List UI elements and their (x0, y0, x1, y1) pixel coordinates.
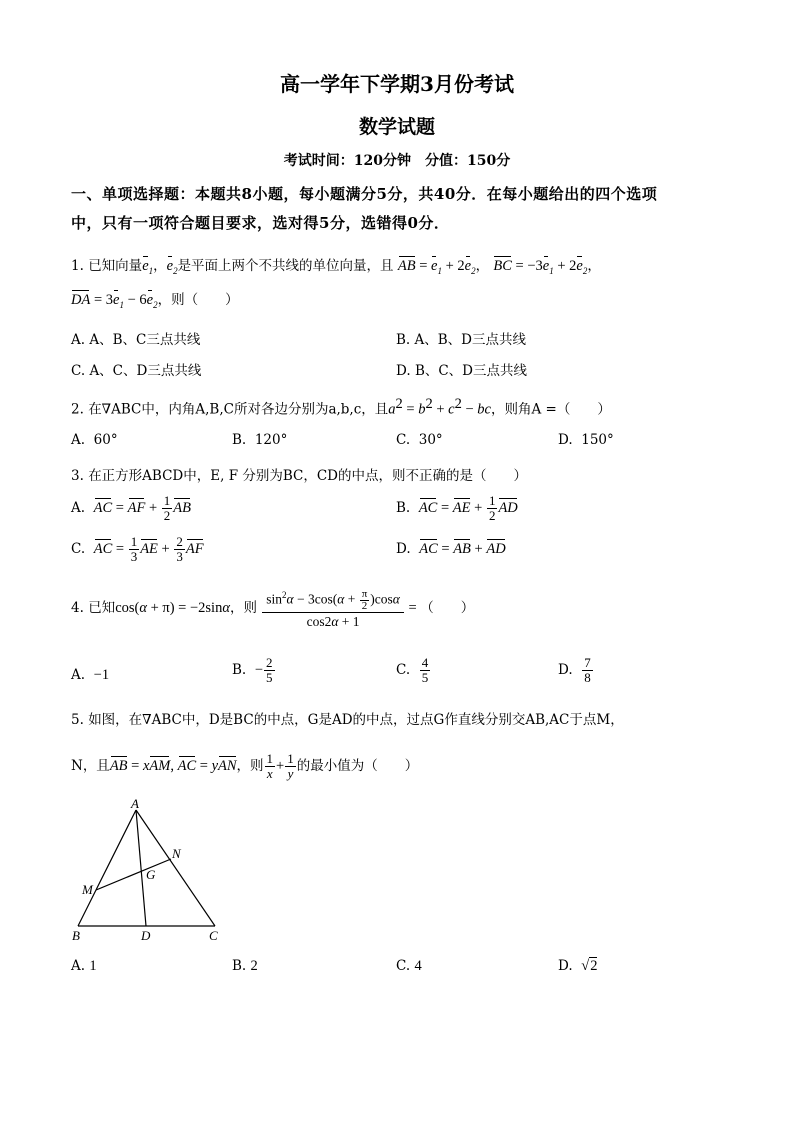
question-4-text-b: ，则 (229, 599, 257, 616)
q4-option-c[interactable]: C. $\frac{4}{5}$ (396, 655, 429, 685)
q2-option-c[interactable]: C. 30° (396, 432, 443, 448)
question-1-number: 1. (71, 258, 84, 274)
question-5-text-line2a: N，且 (71, 758, 110, 774)
label-c: C (209, 928, 218, 943)
question-4-number: 4. (71, 599, 84, 616)
question-1-text-a: 已知向量 (88, 258, 143, 274)
label-g: G (146, 867, 156, 882)
section-heading-line2: 中，只有一项符合题目要求，选对得5分，选错得0分． (71, 214, 450, 232)
question-5-line1 (71, 708, 624, 728)
label-d: D (141, 928, 151, 943)
q5-option-c[interactable]: C. 4 (396, 958, 422, 974)
exam-title: 高一学年下学期3月份考试 (280, 72, 514, 96)
exam-subject: 数学试题 (358, 116, 435, 138)
question-4-text-a: 已知 (88, 599, 116, 616)
question-2-number: 2. (71, 401, 84, 418)
q5-option-d[interactable]: D. √2 (558, 958, 598, 974)
question-5-text-line1: 如图，在∇ABC中，D是BC的中点，G是AD的中点，过点G作直线分别交AB,AC于点M， (88, 712, 624, 728)
question-4-text-c: （ ） (420, 599, 475, 616)
question-2-text-b: ，则角A =（ ） (490, 401, 611, 418)
label-a: A (131, 798, 139, 811)
q3-option-c[interactable]: C. AC = $\frac{1}{3}$ AE + $\frac{2}{3}$ AF (71, 534, 204, 564)
line-mn (96, 859, 171, 890)
median-ad (136, 810, 146, 926)
q2-option-d[interactable]: D. 150° (558, 432, 614, 448)
question-3-line (71, 464, 527, 484)
question-2-line: 2. 在∇ABC中，内角A,B,C所对各边分别为a,b,c，且$a^2 = b^2 + c^2$ − bc，则角A =（ ） (71, 396, 611, 418)
q5-option-b[interactable]: B. 2 (232, 958, 258, 974)
q3-option-b[interactable]: B. AC = AE + $\frac{1}{2}$ AD (396, 493, 518, 523)
q5-option-a[interactable]: A. 1 (71, 958, 97, 974)
q4-option-a[interactable]: A. −1 (71, 667, 110, 683)
triangle-figure (68, 798, 228, 946)
question-5-number: 5. (71, 712, 84, 728)
q1-option-d[interactable]: D. B、C、D三点共线 (396, 363, 528, 379)
question-5-line2: N，且AB = xAM, AC = yAN，则 $\frac{1}{x}$ + $\frac{1}{y}$ 的最小值为（ ） (71, 751, 419, 781)
q1-option-b[interactable]: B. A、B、D三点共线 (396, 332, 527, 348)
q2-option-b[interactable]: B. 120° (232, 432, 288, 448)
side-ab (78, 810, 136, 926)
q3-option-d[interactable]: D. AC = AB + AD (396, 541, 506, 557)
section-heading-line1: 一、单项选择题：本题共8小题，每小题满分5分，共40分．在每小题给出的四个选项 (71, 185, 658, 203)
exam-info: 考试时间：120分钟 分值：150分 (283, 153, 511, 169)
question-1-line2: DA = $3e_1 - 6e_2$，则（ ） (71, 292, 239, 310)
question-1-line1: 1. 已知向量$e_1$，$e_2$是平面上两个不共线的单位向量，且 AB = $e_1 + 2e_2$， BC = $-3e_1 + 2e_2$， (71, 258, 601, 276)
question-3-number: 3. (71, 468, 84, 484)
q4-option-b[interactable]: B. − $\frac{2}{5}$ (232, 655, 273, 685)
q3-option-a[interactable]: A. AC = AF + $\frac{1}{2}$ AB (71, 493, 191, 523)
question-1-text-b: 是平面上两个不共线的单位向量，且 (177, 258, 394, 274)
q1-option-a[interactable]: A. A、B、C三点共线 (71, 332, 201, 348)
label-b: B (72, 928, 80, 943)
q1-option-c[interactable]: C. A、C、D三点共线 (71, 363, 202, 379)
question-2-text-a: 在∇ABC中，内角A,B,C所对各边分别为a,b,c，且 (88, 401, 389, 418)
label-n: N (172, 846, 181, 861)
q4-option-d[interactable]: D. $\frac{7}{8}$ (558, 655, 591, 685)
question-1-text-c: ，则（ ） (157, 292, 239, 308)
question-3-text: 在正方形ABCD中，E, F 分别为BC，CD的中点，则不正确的是（ ） (88, 468, 528, 484)
question-5-text-line2c: 的最小值为（ ） (296, 758, 419, 774)
question-4-line: 4. 已知cos(α + π) = −2sinα，则 $\sin^2\alpha - 3\cos(\alpha$ + $\frac{\pi}{2}$ )cosα cos2α + 1 = （ ） (71, 587, 475, 629)
question-5-text-line2b: ，则 (236, 758, 264, 774)
label-m: M (82, 882, 93, 897)
q2-option-a[interactable]: A. 60° (71, 432, 118, 448)
